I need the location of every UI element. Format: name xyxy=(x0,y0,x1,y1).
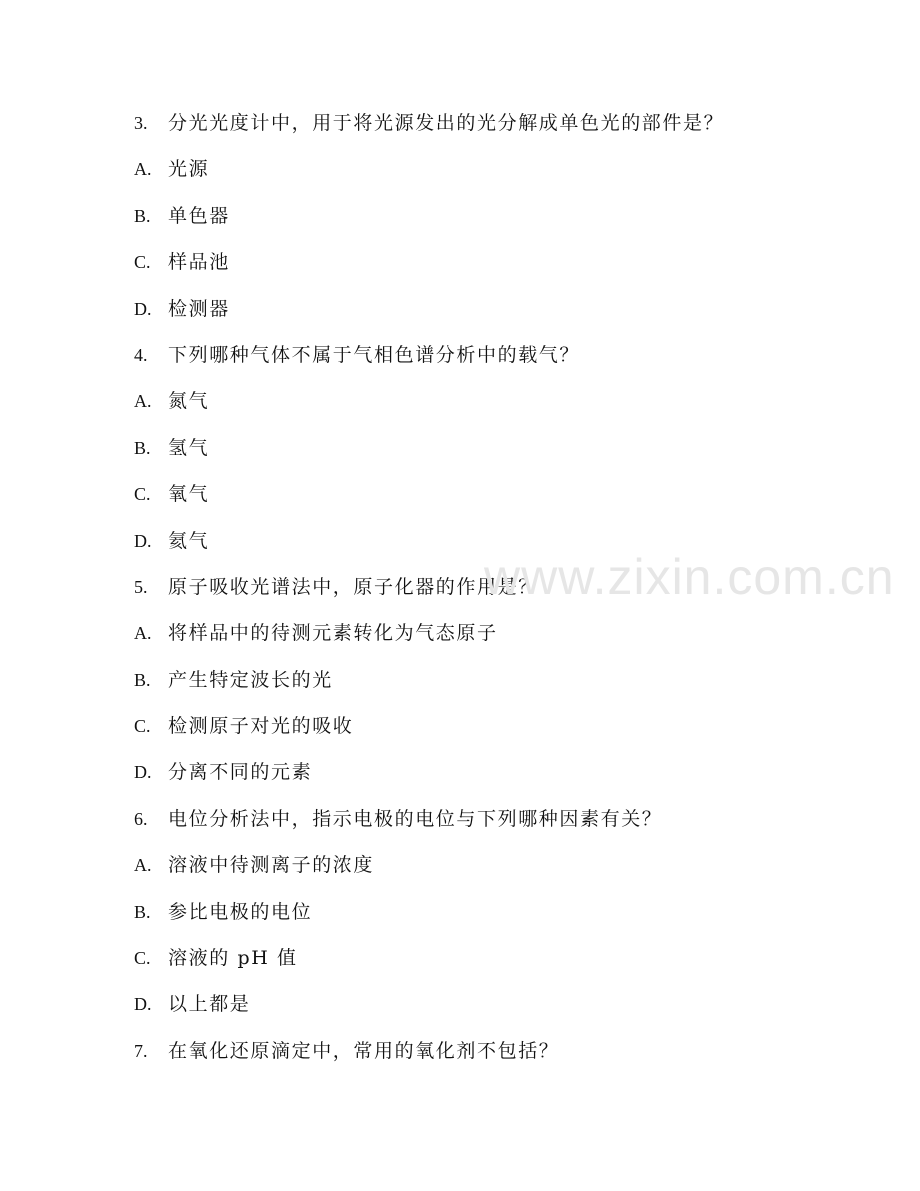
option-line xyxy=(134,479,854,525)
line-text: 以上都是 xyxy=(168,993,251,1016)
line-text: 检测原子对光的吸收 xyxy=(168,715,354,738)
option-line xyxy=(134,433,854,479)
question-6 xyxy=(134,804,854,850)
line-marker: A. xyxy=(134,391,152,412)
option-line xyxy=(134,201,854,247)
line-marker: 6. xyxy=(134,808,148,829)
line-marker: 3. xyxy=(134,113,148,133)
line-text: 溶液的 pH 值 xyxy=(168,947,298,970)
option-line xyxy=(134,850,854,896)
option-line xyxy=(134,711,854,757)
line-marker: A. xyxy=(134,623,152,644)
line-marker: D. xyxy=(134,762,152,783)
line-text: 氢气 xyxy=(168,436,210,459)
line-marker: C. xyxy=(134,252,151,273)
line-text: 样品池 xyxy=(168,251,230,274)
line-text: 在氧化还原滴定中，常用的氧化剂不包括？ xyxy=(168,1039,560,1062)
line-text: 分离不同的元素 xyxy=(168,761,313,784)
line-marker: A. xyxy=(134,855,152,876)
line-marker: C. xyxy=(134,484,151,505)
line-text: 下列哪种气体不属于气相色谱分析中的载气？ xyxy=(168,343,581,366)
line-text: 电位分析法中，指示电极的电位与下列哪种因素有关？ xyxy=(168,807,663,830)
option-line xyxy=(134,665,854,711)
line-marker: D. xyxy=(134,530,152,551)
line-text: 溶液中待测离子的浓度 xyxy=(168,854,375,877)
line-text: 产生特定波长的光 xyxy=(168,668,333,691)
line-marker: C. xyxy=(134,948,151,969)
line-marker: D. xyxy=(134,298,152,319)
line-marker: 5. xyxy=(134,576,148,597)
option-line xyxy=(134,294,854,340)
line-marker: A. xyxy=(134,159,152,180)
option-line xyxy=(134,943,854,989)
line-marker: D. xyxy=(134,994,152,1015)
line-text: 将样品中的待测元素转化为气态原子 xyxy=(168,622,498,645)
option-line xyxy=(134,897,854,943)
line-text: 光源 xyxy=(168,158,210,181)
line-text: 原子吸收光谱法中，原子化器的作用是？ xyxy=(168,575,539,598)
option-line xyxy=(134,757,854,803)
line-text: 氮气 xyxy=(168,390,210,413)
line-text: 单色器 xyxy=(168,204,230,227)
option-line xyxy=(134,247,854,293)
line-marker: B. xyxy=(134,437,151,458)
line-marker: C. xyxy=(134,716,151,737)
line-marker: B. xyxy=(134,205,151,226)
watermark: www.zixin.com.cn xyxy=(484,549,895,605)
line-text: 参比电极的电位 xyxy=(168,900,313,923)
question-7 xyxy=(134,1036,854,1082)
line-marker: 4. xyxy=(134,344,148,365)
line-marker: B. xyxy=(134,669,151,690)
option-line xyxy=(134,989,854,1035)
line-text: 氦气 xyxy=(168,529,210,552)
line-marker: B. xyxy=(134,901,151,922)
option-line xyxy=(134,618,854,664)
question-4 xyxy=(134,340,854,386)
question-3 xyxy=(134,108,854,154)
option-line xyxy=(134,386,854,432)
option-line xyxy=(134,154,854,200)
line-text: 检测器 xyxy=(168,297,230,320)
line-text: 氧气 xyxy=(168,483,210,506)
line-marker: 7. xyxy=(134,1040,148,1061)
line-text: 分光光度计中，用于将光源发出的光分解成单色光的部件是？ xyxy=(168,112,725,134)
